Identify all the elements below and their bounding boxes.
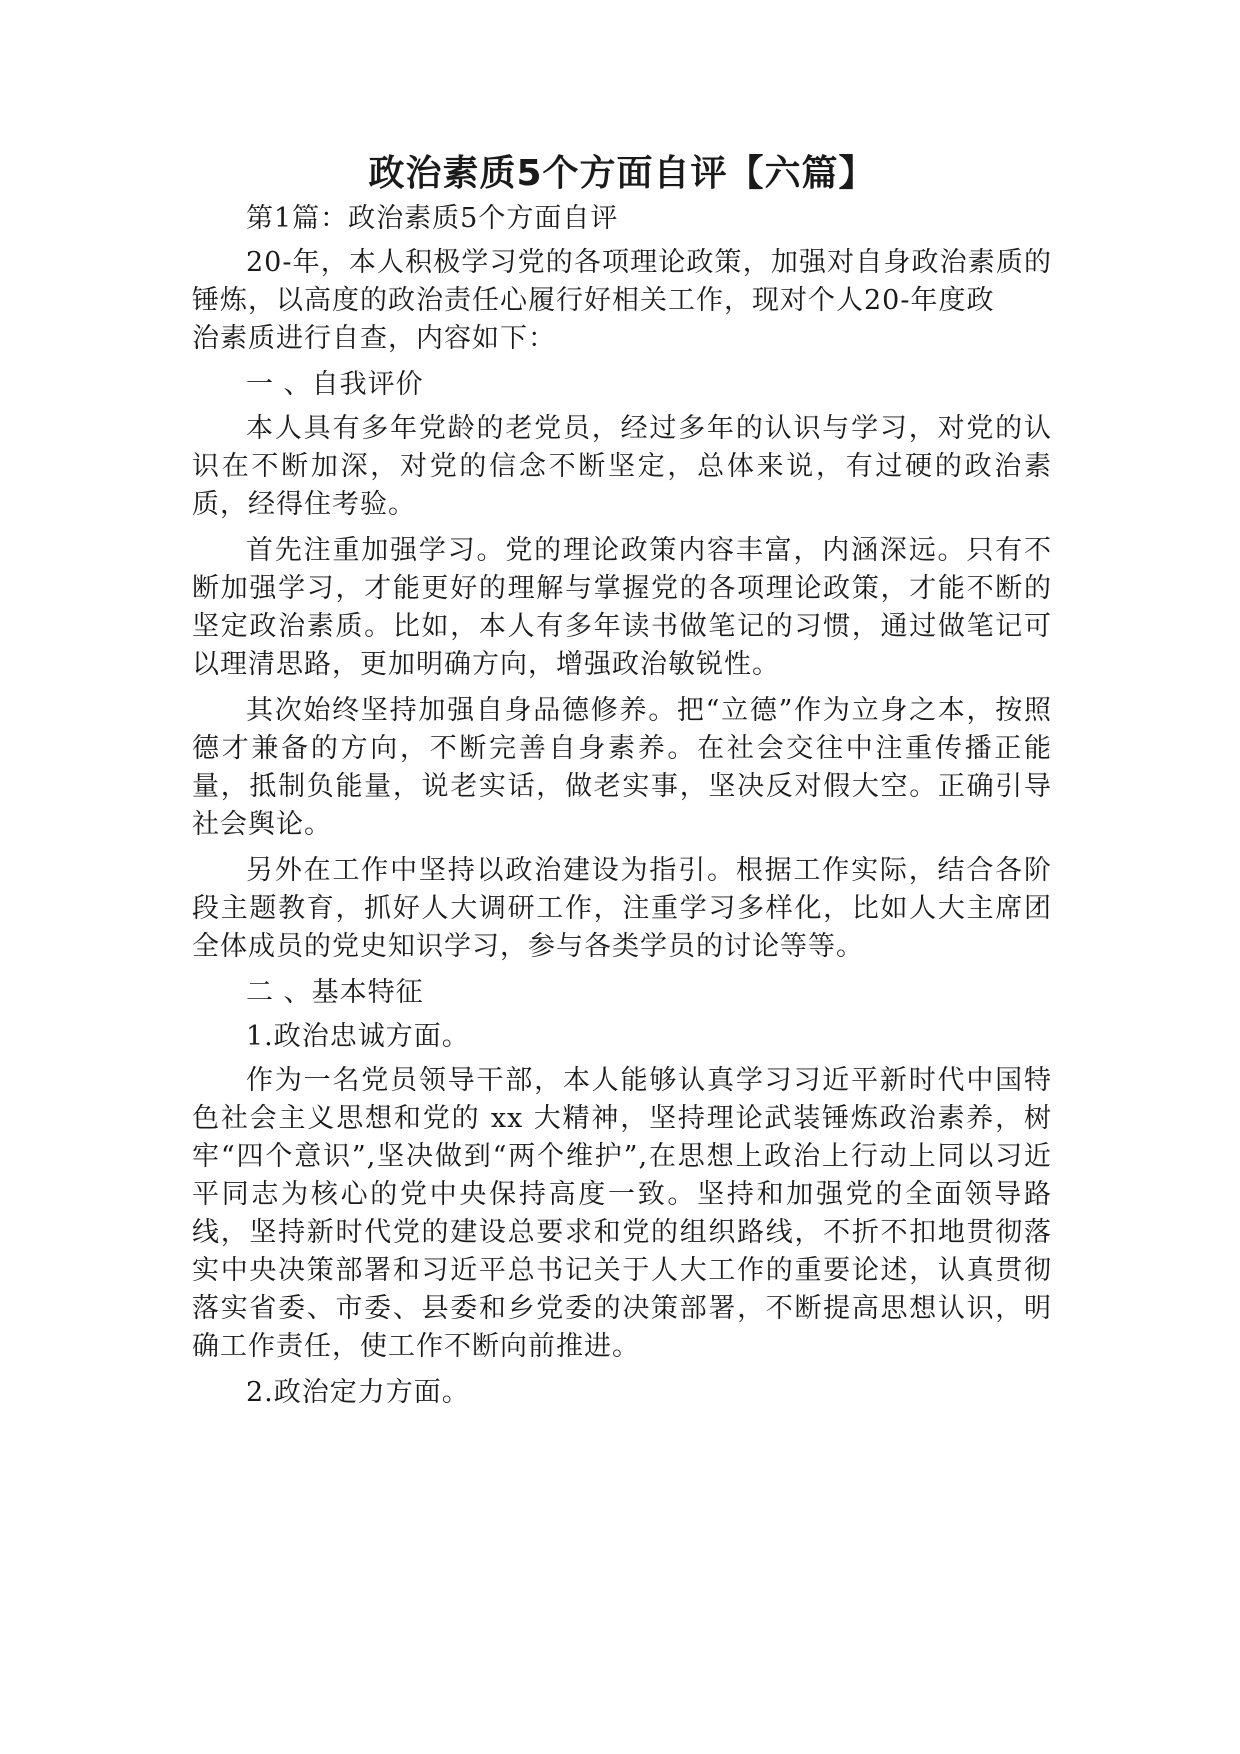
heading-self-evaluation: 一 、自我评价 — [246, 369, 424, 400]
heading-political-resolve: 2.政治定力方面。 — [246, 1377, 470, 1408]
intro-paragraph-continued: 治素质进行自查，内容如下： — [192, 323, 556, 354]
document-title: 政治素质5个方面自评【六篇】 — [368, 153, 876, 194]
document-body — [192, 150, 1052, 1418]
heading-basic-features: 二 、基本特征 — [246, 977, 424, 1008]
paragraph-political-construction: 另外在工作中坚持以政治建设为指引。根据工作实际，结合各阶段主题教育，抓好人大调研工作，注重学习多样化，比如人大主席团全体成员的党史知识学习，参与各类学员的讨论等等。 — [192, 855, 1052, 962]
section-title: 第1篇：政治素质5个方面自评 — [246, 203, 619, 234]
intro-paragraph: 20-年，本人积极学习党的各项理论政策，加强对自身政治素质的锤炼，以高度的政治责任心履行好相关工作，现对个人20-年度政 — [192, 247, 1052, 316]
paragraph-self-evaluation: 本人具有多年党龄的老党员，经过多年的认识与学习，对党的认识在不断加深，对党的信念不断坚定，总体来说，有过硬的政治素质，经得住考验。 — [192, 413, 1052, 520]
paragraph-morality: 其次始终坚持加强自身品德修养。把“立德”作为立身之本，按照德才兼备的方向，不断完善自身素养。在社会交往中注重传播正能量，抵制负能量，说老实话，做老实事，坚决反对假大空。正确引导社会舆论。 — [192, 695, 1052, 840]
heading-political-loyalty: 1.政治忠诚方面。 — [246, 1021, 470, 1052]
paragraph-study: 首先注重加强学习。党的理论政策内容丰富，内涵深远。只有不断加强学习，才能更好的理解与掌握党的各项理论政策，才能不断的坚定政治素质。比如，本人有多年读书做笔记的习惯，通过做笔记可以理清思路，更加明确方向，增强政治敏锐性。 — [192, 535, 1052, 680]
paragraph-political-loyalty: 作为一名党员领导干部，本人能够认真学习习近平新时代中国特色社会主义思想和党的 xx 大精神，坚持理论武装锤炼政治素养，树牢“四个意识”,坚决做到“两个维护”,在思想上政治上行动上同以习近平同志为核心的党中央保持高度一致。坚持和加强党的全面领导路线，坚持新时代党的建设总要求和党的组织路线，不折不扣地贯彻落实中央决策部署和习近平总书记关于人大工作的重要论述，认真贯彻落实省委、市委、县委和乡党委的决策部署，不断提高思想认识，明确工作责任，使工作不断向前推进。 — [192, 1065, 1052, 1362]
